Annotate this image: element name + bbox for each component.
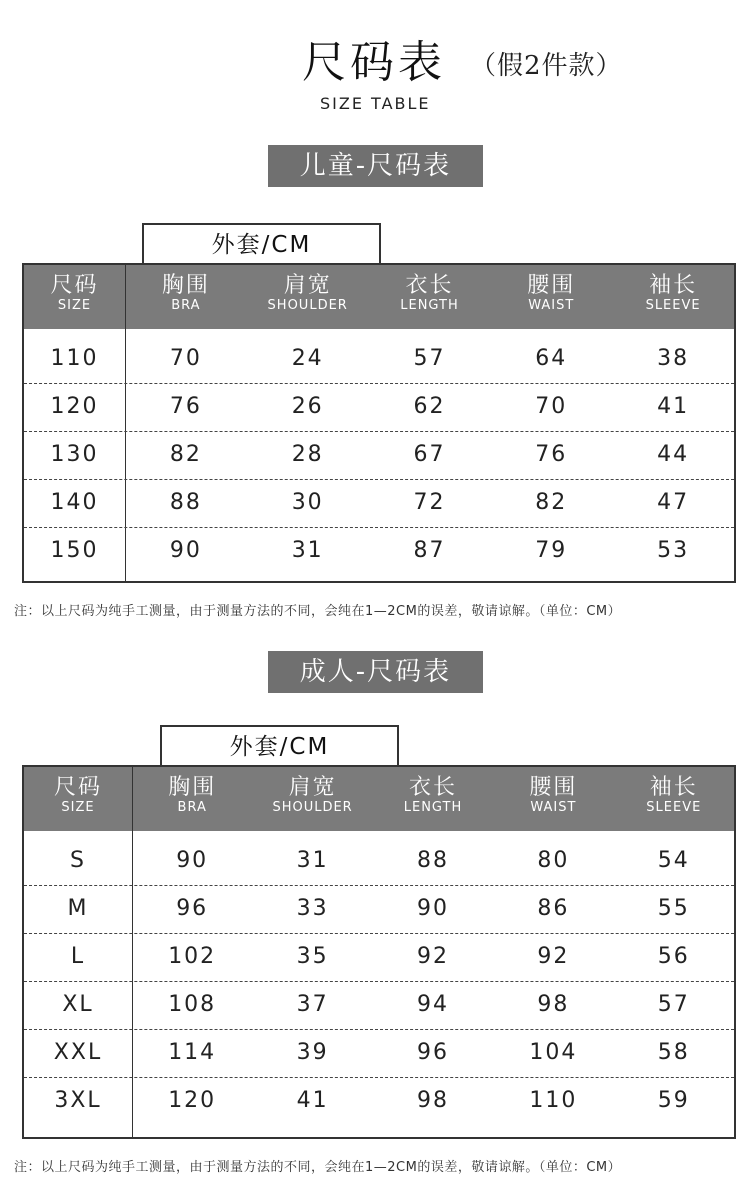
measure-cell: 87	[413, 538, 446, 563]
table-row	[24, 383, 734, 432]
size-cell: 110	[50, 346, 99, 371]
column-header-cn: 胸围	[168, 775, 217, 800]
page-title: 尺码表	[302, 37, 446, 88]
measure-cell: 26	[291, 394, 324, 419]
column-header-en: WAIST	[530, 800, 577, 815]
size-cell: 120	[50, 394, 99, 419]
measure-cell: 57	[657, 992, 690, 1017]
measure-cell: 30	[291, 490, 324, 515]
table-row	[24, 1077, 734, 1125]
measure-cell: 58	[657, 1040, 690, 1065]
column-header-cn: 腰围	[527, 273, 576, 298]
column-header-shoulder	[247, 265, 369, 329]
column-header-length	[369, 265, 491, 329]
measure-cell: 37	[296, 992, 329, 1017]
measure-cell: 38	[657, 346, 690, 371]
column-header-cn: 袖长	[649, 775, 698, 800]
size-cell: XL	[62, 992, 94, 1017]
measure-cell: 55	[657, 896, 690, 921]
table-row	[24, 527, 734, 575]
column-header-size	[24, 767, 132, 831]
measure-cell: 104	[529, 1040, 578, 1065]
measure-cell: 54	[657, 848, 690, 873]
adult-note: 注：以上尺码为纯手工测量，由于测量方法的不同，会纯在1—2CM的误差，敬请谅解。（单位：CM）	[14, 1160, 622, 1175]
measure-cell: 96	[416, 1040, 449, 1065]
column-header-en: BRA	[177, 800, 207, 815]
measure-cell: 114	[168, 1040, 217, 1065]
measure-cell: 33	[296, 896, 329, 921]
column-header-cn: 胸围	[161, 273, 210, 298]
measure-cell: 92	[537, 944, 570, 969]
measure-cell: 35	[296, 944, 329, 969]
column-header-length	[373, 767, 493, 831]
column-header-bra	[125, 265, 247, 329]
kids-section-badge: 儿童-尺码表	[268, 145, 483, 187]
column-header-cn: 腰围	[529, 775, 578, 800]
column-header-cn: 肩宽	[283, 273, 332, 298]
column-header-en: SHOULDER	[267, 298, 348, 313]
size-cell: 140	[50, 490, 99, 515]
table-row	[24, 933, 734, 982]
table-row	[24, 885, 734, 934]
measure-cell: 82	[169, 442, 202, 467]
measure-cell: 90	[176, 848, 209, 873]
measure-cell: 120	[168, 1088, 217, 1113]
measure-cell: 92	[416, 944, 449, 969]
column-header-waist	[493, 767, 613, 831]
measure-cell: 80	[537, 848, 570, 873]
page-header	[0, 38, 750, 118]
size-cell: 3XL	[54, 1088, 102, 1113]
measure-cell: 62	[413, 394, 446, 419]
column-header-shoulder	[252, 767, 372, 831]
table-row	[24, 479, 734, 528]
kids-size-table	[22, 263, 736, 583]
column-header-size	[24, 265, 125, 329]
measure-cell: 98	[416, 1088, 449, 1113]
measure-cell: 64	[535, 346, 568, 371]
kids-note: 注：以上尺码为纯手工测量，由于测量方法的不同，会纯在1—2CM的误差，敬请谅解。（单位：CM）	[14, 604, 622, 619]
measure-cell: 98	[537, 992, 570, 1017]
table-row	[24, 335, 734, 384]
measure-cell: 90	[169, 538, 202, 563]
measure-cell: 31	[296, 848, 329, 873]
measure-cell: 44	[657, 442, 690, 467]
column-header-sleeve	[614, 767, 734, 831]
adult-table-tab: 外套/CM	[160, 725, 399, 765]
measure-cell: 53	[657, 538, 690, 563]
column-header-bra	[132, 767, 252, 831]
measure-cell: 86	[537, 896, 570, 921]
column-header-en: BRA	[171, 298, 201, 313]
measure-cell: 39	[296, 1040, 329, 1065]
column-header-en: SIZE	[57, 298, 92, 313]
measure-cell: 88	[416, 848, 449, 873]
size-cell: XXL	[53, 1040, 103, 1065]
measure-cell: 28	[291, 442, 324, 467]
measure-cell: 70	[169, 346, 202, 371]
column-header-cn: 肩宽	[288, 775, 337, 800]
adult-size-table	[22, 765, 736, 1139]
size-cell: M	[67, 896, 89, 921]
column-header-cn: 衣长	[405, 273, 454, 298]
column-header-en: LENGTH	[400, 298, 459, 313]
measure-cell: 41	[296, 1088, 329, 1113]
table-header	[24, 265, 734, 329]
measure-cell: 96	[176, 896, 209, 921]
kids-table-tab: 外套/CM	[142, 223, 381, 263]
measure-cell: 94	[416, 992, 449, 1017]
size-cell: S	[70, 848, 86, 873]
column-header-en: LENGTH	[403, 800, 463, 815]
measure-cell: 108	[168, 992, 217, 1017]
column-header-en: SHOULDER	[272, 800, 353, 815]
measure-cell: 70	[535, 394, 568, 419]
table-row	[24, 431, 734, 480]
column-header-en: SIZE	[61, 800, 95, 815]
table-row	[24, 837, 734, 886]
measure-cell: 88	[169, 490, 202, 515]
table-row	[24, 981, 734, 1030]
column-header-en: SLEEVE	[646, 800, 702, 815]
size-cell: L	[70, 944, 86, 969]
measure-cell: 110	[529, 1088, 578, 1113]
measure-cell: 76	[535, 442, 568, 467]
size-cell: 130	[50, 442, 99, 467]
measure-cell: 47	[657, 490, 690, 515]
column-header-cn: 袖长	[649, 273, 698, 298]
measure-cell: 57	[413, 346, 446, 371]
measure-cell: 56	[657, 944, 690, 969]
measure-cell: 67	[413, 442, 446, 467]
measure-cell: 59	[657, 1088, 690, 1113]
column-header-en: SLEEVE	[645, 298, 701, 313]
measure-cell: 41	[657, 394, 690, 419]
column-header-waist	[490, 265, 612, 329]
measure-cell: 31	[291, 538, 324, 563]
table-row	[24, 1029, 734, 1078]
table-header	[24, 767, 734, 831]
column-header-cn: 尺码	[50, 273, 99, 298]
column-header-sleeve	[612, 265, 734, 329]
measure-cell: 76	[169, 394, 202, 419]
adult-section-badge: 成人-尺码表	[268, 651, 483, 693]
measure-cell: 72	[413, 490, 446, 515]
column-header-cn: 尺码	[53, 775, 102, 800]
measure-cell: 102	[168, 944, 217, 969]
size-cell: 150	[50, 538, 99, 563]
page-title-english: SIZE TABLE	[320, 94, 431, 113]
measure-cell: 79	[535, 538, 568, 563]
measure-cell: 90	[416, 896, 449, 921]
column-header-en: WAIST	[528, 298, 575, 313]
page-subtitle: （假2件款）	[470, 51, 623, 81]
measure-cell: 24	[291, 346, 324, 371]
measure-cell: 82	[535, 490, 568, 515]
column-header-cn: 衣长	[408, 775, 457, 800]
